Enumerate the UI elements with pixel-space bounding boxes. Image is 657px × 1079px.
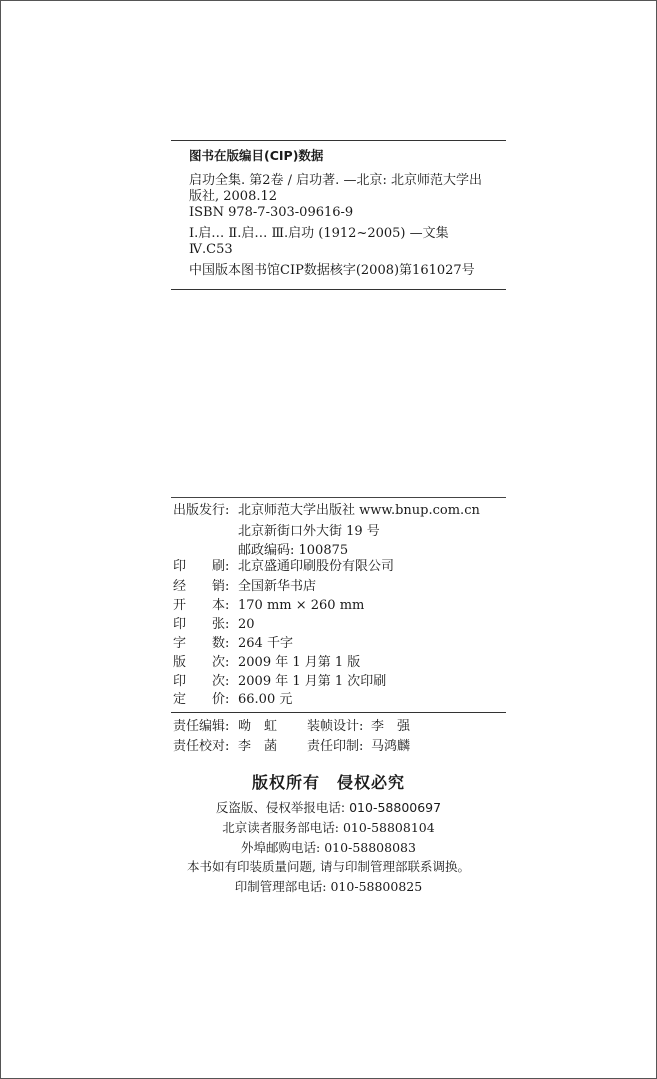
distributor-label: 经 销: (173, 579, 230, 594)
credits-rule (171, 712, 506, 713)
design-name: 李 强 (371, 719, 411, 734)
cip-heading: 图书在版编目(CIP)数据 (189, 148, 324, 163)
cip-line-2: 版社, 2008.12 (189, 189, 278, 204)
price-label: 定 价: (173, 692, 230, 707)
cip-top-rule (171, 140, 506, 141)
cip-line-1: 启功全集. 第2卷 / 启功著. —北京: 北京师范大学出 (189, 173, 482, 188)
cip-subjects-1: Ⅰ.启… Ⅱ.启… Ⅲ.启功 (1912~2005) —文集 (189, 226, 449, 241)
editor-name: 呦 虹 (238, 719, 278, 734)
cip-record: 中国版本图书馆CIP数据核字(2008)第161027号 (189, 263, 475, 278)
publisher-postcode: 邮政编码: 100875 (238, 543, 349, 558)
editor-label: 责任编辑: (173, 719, 230, 734)
publisher-label: 出版发行: (173, 503, 230, 518)
print-label: 印 刷: (173, 559, 230, 574)
copyright-title: 版权所有 侵权必究 (251, 773, 405, 792)
wordcount-label: 字 数: (173, 636, 230, 651)
proof-name: 李 菡 (238, 739, 278, 754)
sheets-value: 20 (238, 617, 255, 632)
impression-label: 印 次: (173, 674, 230, 689)
mail-order-phone: 外埠邮购电话: 010-58808083 (241, 840, 416, 855)
price-value: 66.00 元 (238, 692, 293, 707)
proof-label: 责任校对: (173, 739, 230, 754)
wordcount-value: 264 千字 (238, 636, 293, 651)
publishing-top-rule (171, 497, 506, 498)
sheets-label: 印 张: (173, 617, 230, 632)
design-label: 装帧设计: (307, 719, 364, 734)
reader-service-phone: 北京读者服务部电话: 010-58808104 (222, 820, 435, 835)
format-value: 170 mm × 260 mm (238, 598, 365, 613)
print-manager-name: 马鸿麟 (371, 739, 411, 754)
publisher-address: 北京新街口外大街 19 号 (238, 524, 380, 539)
cip-bottom-rule (171, 289, 506, 290)
print-dept-phone: 印制管理部电话: 010-58800825 (234, 879, 423, 894)
publisher-value: 北京师范大学出版社 www.bnup.com.cn (238, 503, 480, 518)
antipiracy-phone: 反盗版、侵权举报电话: 010-58800697 (215, 800, 442, 815)
cip-subjects-2: Ⅳ.C53 (189, 242, 233, 257)
edition-label: 版 次: (173, 655, 230, 670)
impression-value: 2009 年 1 月第 1 次印刷 (238, 674, 387, 689)
print-manager-label: 责任印制: (307, 739, 364, 754)
quality-notice: 本书如有印装质量问题, 请与印制管理部联系调换。 (187, 859, 470, 874)
cip-isbn: ISBN 978-7-303-09616-9 (189, 205, 354, 220)
distributor-value: 全国新华书店 (238, 579, 317, 594)
format-label: 开 本: (173, 598, 230, 613)
print-value: 北京盛通印刷股份有限公司 (238, 559, 395, 574)
edition-value: 2009 年 1 月第 1 版 (238, 655, 361, 670)
